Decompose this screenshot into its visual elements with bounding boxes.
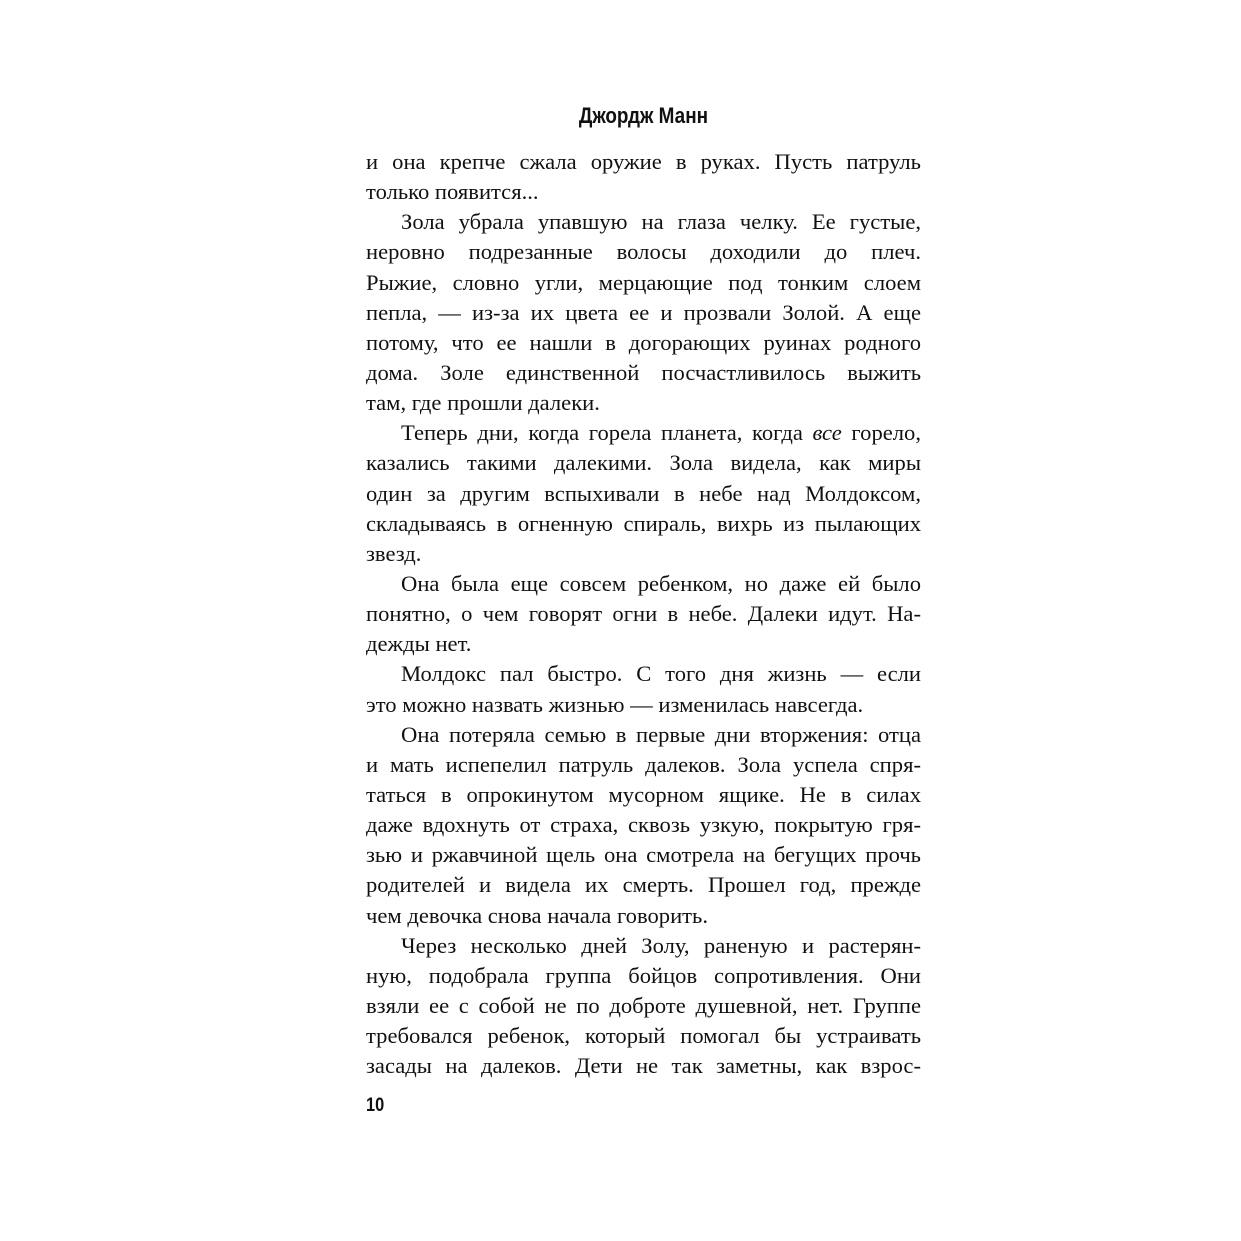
text-line: ную, подобрала группа бойцов сопротивления. Они [366, 962, 921, 988]
text-line: зью и ржавчиной щель она смотрела на бегущих прочь [366, 842, 921, 868]
text-line: дежды нет. [366, 631, 472, 657]
paragraph [366, 720, 921, 931]
page-number: 10 [366, 1095, 385, 1116]
paragraph [366, 418, 921, 569]
text-line: чем девочка снова начала говорить. [366, 902, 709, 928]
text-line: пепла, — из-за их цвета ее и прозвали Золой. А еще [366, 299, 921, 325]
text-line: складываясь в огненную спираль, вихрь из пылающих [366, 510, 921, 536]
paragraph [366, 931, 921, 1082]
text-line: понятно, о чем говорят огни в небе. Далеки идут. На- [366, 601, 921, 627]
text-line: взяли ее с собой не по доброте душевной, нет. Группе [366, 992, 921, 1018]
text-line: Молдокс пал быстро. С того дня жизнь — если [401, 661, 921, 687]
text-line: дома. Золе единственной посчастливилось выжить [366, 359, 921, 385]
text-line: один за другим вспыхивали в небе над Молдоксом, [366, 480, 921, 506]
text-segment: горело, [841, 420, 921, 446]
paragraph [366, 147, 921, 207]
text-line: Рыжие, словно угли, мерцающие под тонким слоем [366, 269, 921, 295]
text-line: потому, что ее нашли в догорающих руинах родного [366, 329, 921, 355]
body-text [366, 147, 921, 1081]
text-line: это можно назвать жизнью — изменилась навсегда. [366, 691, 864, 717]
text-line-with-italic [366, 418, 921, 448]
paragraph [366, 207, 921, 418]
text-line: родителей и видела их смерть. Прошел год, прежде [366, 872, 921, 898]
text-line: Через несколько дней Золу, раненую и растерян- [401, 932, 921, 958]
text-line: казались такими далекими. Зола видела, как миры [366, 450, 921, 476]
text-line: засады на далеков. Дети не так заметны, как взрос- [366, 1053, 921, 1079]
text-line: таться в опрокинутом мусорном ящике. Не в силах [366, 781, 921, 807]
text-line: только появится... [366, 179, 539, 205]
text-line: Зола убрала упавшую на глаза челку. Ее густые, [401, 209, 921, 235]
paragraph [366, 569, 921, 659]
text-line: даже вдохнуть от страха, сквозь узкую, покрытую гря- [366, 812, 921, 838]
paragraph [366, 659, 921, 719]
text-line: требовался ребенок, который помогал бы устраивать [366, 1023, 921, 1049]
text-line: Она была еще совсем ребенком, но даже ей было [401, 570, 921, 596]
italic-emphasis: все [812, 420, 842, 446]
text-line: неровно подрезанные волосы доходили до плеч. [366, 239, 921, 265]
text-line: там, где прошли далеки. [366, 390, 600, 416]
text-line: и она крепче сжала оружие в руках. Пусть патруль [366, 149, 921, 174]
text-segment: Теперь дни, когда горела планета, когда [401, 420, 813, 446]
text-line: Она потеряла семью в первые дни вторжения: отца [401, 721, 921, 747]
running-head-author: Джордж Манн [578, 103, 709, 128]
text-line: звезд. [366, 540, 422, 566]
book-page [366, 0, 921, 1241]
text-line: и мать испепелил патруль далеков. Зола успела спря- [366, 751, 921, 777]
